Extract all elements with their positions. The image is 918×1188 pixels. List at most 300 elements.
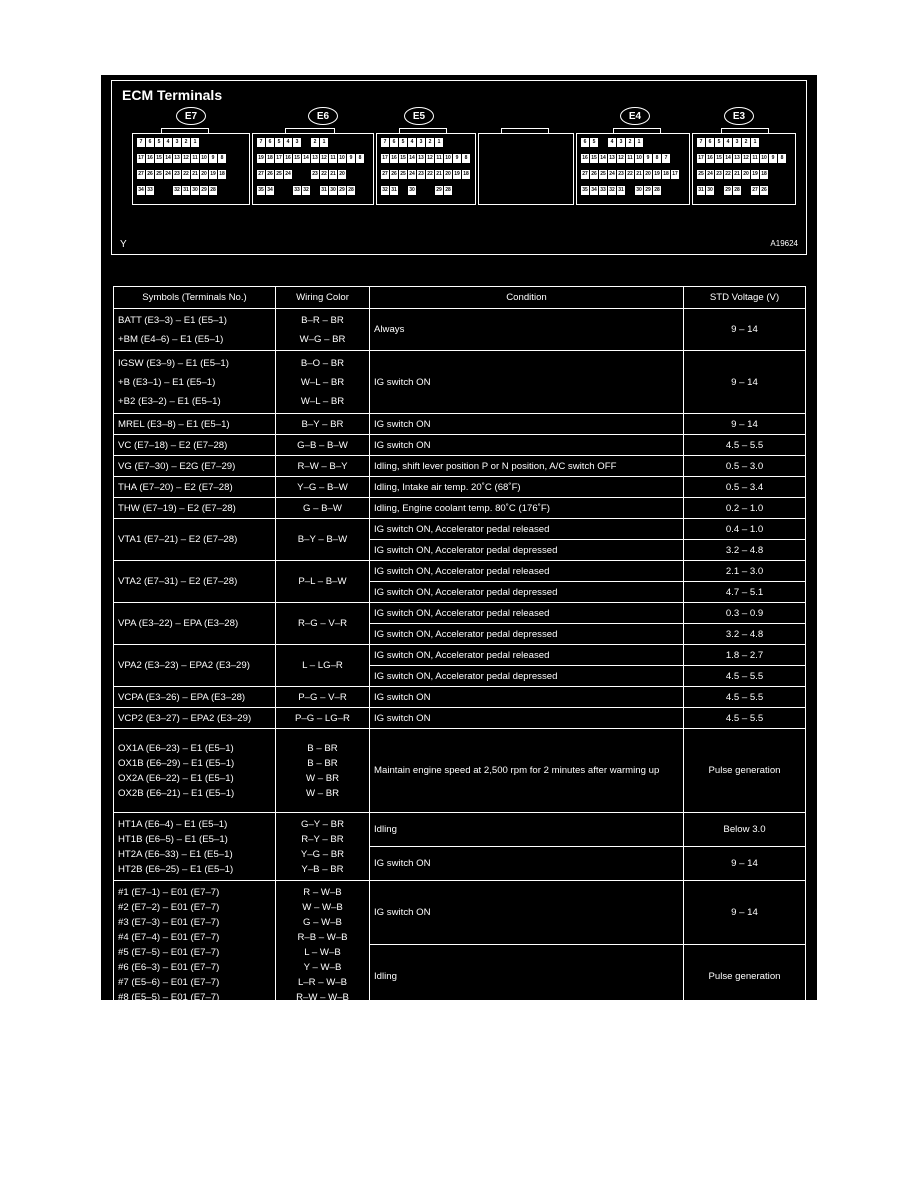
terminal-symbol: #8 (E5–5) – E01 (E7–7): [118, 991, 220, 1003]
terminal-pin: [302, 138, 310, 147]
condition-cell: IG switch ON: [370, 414, 684, 435]
std-voltage-cell: 4.5 – 5.5: [684, 435, 806, 456]
wiring-color: L – LG–R: [302, 660, 343, 671]
terminal-symbol: VCPA (E3–26) – EPA (E3–28): [118, 691, 246, 703]
connector-label-e6: E6: [308, 107, 338, 125]
wiring-color-cell: [276, 498, 370, 519]
terminal-pin: 1: [435, 138, 443, 147]
header-symbols: Symbols (Terminals No.): [114, 287, 276, 309]
wiring-color: W – W–B: [302, 901, 343, 913]
terminal-pin: 24: [409, 171, 415, 177]
connector-blank-block: [478, 133, 574, 205]
terminal-pin: 2: [182, 138, 190, 147]
wiring-color-cell: [276, 456, 370, 477]
std-voltage-cell: 1.8 – 2.7: [684, 645, 806, 666]
wiring-color: B–R – BR: [301, 314, 344, 326]
terminal-pin: 26: [761, 187, 767, 193]
terminal-pin: 18: [219, 171, 225, 177]
terminal-pin: 6: [390, 138, 398, 147]
terminal-pin: 14: [165, 155, 171, 161]
condition-cell: IG switch ON, Accelerator pedal released: [370, 561, 684, 582]
pin-row: [697, 154, 786, 163]
table-row: [114, 708, 806, 729]
terminal-pin: 15: [716, 155, 722, 161]
terminal-pin: 23: [418, 171, 424, 177]
wiring-color: R–W – B–Y: [297, 460, 348, 472]
terminal-pin: 30: [636, 187, 642, 193]
terminal-pin: 2: [426, 138, 434, 147]
connector-label-e3: E3: [724, 107, 754, 125]
wiring-color-cell: [276, 351, 370, 414]
terminal-pin: 11: [752, 155, 758, 161]
terminal-symbol: OX1A (E6–23) – E1 (E5–1): [118, 742, 234, 754]
terminal-pin: 28: [348, 187, 354, 193]
terminal-pin: 17: [698, 155, 704, 161]
condition-cell: IG switch ON, Accelerator pedal depressed: [370, 624, 684, 645]
terminal-pin: [275, 186, 283, 195]
terminal-pin: 14: [600, 155, 606, 161]
terminal-pin: 32: [609, 187, 615, 193]
terminal-pin: 32: [303, 187, 309, 193]
terminal-pin: 22: [427, 171, 433, 177]
std-voltage-cell: 9 – 14: [684, 309, 806, 351]
wiring-color: R – W–B: [303, 886, 342, 898]
terminal-symbol: OX1B (E6–29) – E1 (E5–1): [118, 757, 235, 769]
terminal-pin: 27: [138, 171, 144, 177]
terminal-symbol: OX2A (E6–22) – E1 (E5–1): [118, 772, 234, 784]
header-condition: Condition: [370, 287, 684, 309]
wiring-color: Y–G – B–W: [297, 481, 348, 493]
pin-row: [697, 138, 759, 147]
condition-cell: IG switch ON, Accelerator pedal released: [370, 645, 684, 666]
terminal-pin: 23: [716, 171, 722, 177]
terminal-pin: 21: [636, 171, 642, 177]
terminal-pin: 8: [653, 154, 661, 163]
terminal-pin: 8: [778, 154, 786, 163]
std-voltage-cell: 3.2 – 4.8: [684, 624, 806, 645]
symbol-cell: [114, 645, 276, 687]
terminal-pin: 22: [183, 171, 189, 177]
symbol-cell: [114, 477, 276, 498]
terminal-pin: 11: [627, 155, 633, 161]
terminal-pin: 2: [311, 138, 319, 147]
terminal-pin: 25: [276, 171, 282, 177]
condition-cell: IG switch ON: [370, 687, 684, 708]
terminal-symbol: +B (E3–1) – E1 (E5–1): [118, 376, 216, 388]
terminal-pin: 7: [697, 138, 705, 147]
symbol-cell: [114, 456, 276, 477]
symbol-cell: [114, 519, 276, 561]
pin-row: [381, 154, 470, 163]
terminal-pin: 5: [715, 138, 723, 147]
terminal-pin: 11: [436, 155, 442, 161]
terminal-pin: 28: [654, 187, 660, 193]
terminal-pin: 31: [321, 187, 327, 193]
symbol-cell: [114, 708, 276, 729]
pin-row: [381, 138, 443, 147]
terminal-pin: 16: [391, 155, 397, 161]
wiring-color: Y–B – BR: [301, 863, 344, 875]
terminal-pin: 1: [635, 138, 643, 147]
terminal-pin: 16: [147, 155, 153, 161]
table-row: [114, 477, 806, 498]
terminal-pin: 20: [743, 171, 749, 177]
terminal-pin: 23: [312, 171, 318, 177]
terminal-pin: 22: [725, 171, 731, 177]
terminal-pin: 20: [201, 171, 207, 177]
terminal-symbol: HT1B (E6–5) – E1 (E5–1): [118, 833, 228, 845]
condition-cell: IG switch ON: [370, 351, 684, 414]
terminal-symbol: MREL (E3–8) – E1 (E5–1): [118, 418, 230, 430]
terminal-pin: 30: [409, 187, 415, 193]
terminal-pin: 20: [445, 171, 451, 177]
pin-row: [697, 170, 768, 179]
connector-e7: [132, 133, 250, 205]
terminal-pin: 9: [769, 154, 777, 163]
std-voltage-cell: 9 – 14: [684, 351, 806, 414]
terminal-pin: 27: [382, 171, 388, 177]
table-row: [114, 813, 806, 847]
terminal-pin: 30: [192, 187, 198, 193]
symbol-cell: [114, 881, 276, 1009]
pin-row: [581, 186, 661, 195]
terminal-pin: 28: [734, 187, 740, 193]
terminal-pin: 34: [267, 187, 273, 193]
terminal-pin: 33: [147, 187, 153, 193]
terminal-pin: 5: [590, 138, 598, 147]
terminal-pin: 25: [600, 171, 606, 177]
table-header-row: [114, 287, 806, 309]
terminal-pin: [399, 186, 407, 195]
terminal-symbol: THW (E7–19) – E2 (E7–28): [118, 502, 236, 514]
terminal-symbol: VTA1 (E7–21) – E2 (E7–28): [118, 534, 238, 545]
terminal-pin: 19: [258, 155, 264, 161]
terminal-pin: 35: [582, 187, 588, 193]
wiring-color-cell: [276, 729, 370, 813]
terminal-pin: 3: [293, 138, 301, 147]
terminal-pin: [164, 186, 172, 195]
pin-row: [257, 154, 364, 163]
wiring-color-cell: [276, 813, 370, 881]
wiring-color: P–G – V–R: [298, 691, 347, 703]
terminal-symbol: BATT (E3–3) – E1 (E5–1): [118, 314, 227, 326]
diagram-corner-mark: Y: [120, 239, 127, 250]
wiring-color: R–W – W–B: [296, 991, 349, 1003]
condition-cell: Always: [370, 309, 684, 351]
condition-cell: IG switch ON, Accelerator pedal released: [370, 603, 684, 624]
wiring-color-cell: [276, 687, 370, 708]
terminal-pin: 18: [663, 171, 669, 177]
std-voltage-cell: 0.5 – 3.0: [684, 456, 806, 477]
terminal-symbol: #7 (E5–6) – E01 (E7–7): [118, 976, 220, 988]
terminal-pin: 14: [409, 155, 415, 161]
std-voltage-cell: 9 – 14: [684, 414, 806, 435]
condition-cell: IG switch ON: [370, 708, 684, 729]
std-voltage-cell: 0.2 – 1.0: [684, 498, 806, 519]
terminal-pin: 4: [408, 138, 416, 147]
terminal-pin: 22: [321, 171, 327, 177]
wiring-color: P–L – B–W: [298, 576, 347, 587]
terminal-symbol: VCP2 (E3–27) – EPA2 (E3–29): [118, 712, 252, 724]
wiring-color: W – BR: [305, 772, 340, 784]
terminal-pin: 33: [600, 187, 606, 193]
connector-label-e7: E7: [176, 107, 206, 125]
std-voltage-cell: Pulse generation: [684, 945, 806, 1009]
terminal-pin: [302, 170, 310, 179]
table-row: [114, 881, 806, 945]
terminal-pin: 23: [618, 171, 624, 177]
terminal-symbol: #5 (E7–5) – E01 (E7–7): [118, 946, 220, 958]
terminal-symbol: OX2B (E6–21) – E1 (E5–1): [118, 787, 235, 799]
std-voltage-cell: 4.5 – 5.5: [684, 687, 806, 708]
terminal-pin: 28: [210, 187, 216, 193]
std-voltage-cell: 4.7 – 5.1: [684, 582, 806, 603]
terminal-pin: 7: [381, 138, 389, 147]
table-row: [114, 351, 806, 414]
terminal-pin: 29: [201, 187, 207, 193]
terminal-symbol: #3 (E7–3) – E01 (E7–7): [118, 916, 220, 928]
std-voltage-cell: 9 – 14: [684, 847, 806, 881]
terminal-pin: 21: [192, 171, 198, 177]
terminal-pin: 5: [399, 138, 407, 147]
pin-row: [581, 154, 670, 163]
wiring-color-cell: [276, 309, 370, 351]
table-row: [114, 729, 806, 813]
terminal-pin: 10: [339, 155, 345, 161]
terminal-pin: [284, 186, 292, 195]
terminal-pin: 10: [761, 155, 767, 161]
wiring-color: B – BR: [307, 742, 338, 754]
terminal-pin: 8: [218, 154, 226, 163]
terminal-pin: 30: [707, 187, 713, 193]
terminal-pin: 7: [137, 138, 145, 147]
condition-cell: Maintain engine speed at 2,500 rpm for 2 minutes after warming up: [370, 729, 684, 813]
terminal-pin: 7: [662, 154, 670, 163]
table-row: [114, 645, 806, 666]
wiring-color: B–Y – BR: [301, 418, 344, 430]
terminal-symbol: #6 (E6–3) – E01 (E7–7): [118, 961, 220, 973]
terminal-pin: 26: [147, 171, 153, 177]
terminal-pin: 27: [752, 187, 758, 193]
terminal-pin: 9: [347, 154, 355, 163]
wiring-color: W–L – BR: [300, 395, 345, 407]
terminal-pin: 11: [330, 155, 336, 161]
terminal-pin: 10: [636, 155, 642, 161]
terminal-pin: 13: [734, 155, 740, 161]
wiring-color: W–L – BR: [300, 376, 345, 388]
condition-cell: IG switch ON, Accelerator pedal released: [370, 519, 684, 540]
wiring-color: L – W–B: [304, 946, 341, 958]
terminal-pin: [742, 186, 750, 195]
terminal-pin: 17: [276, 155, 282, 161]
terminal-pin: [626, 186, 634, 195]
symbol-cell: [114, 435, 276, 456]
terminal-pin: 12: [743, 155, 749, 161]
terminal-symbol: HT2A (E6–33) – E1 (E5–1): [118, 848, 233, 860]
wiring-color-cell: [276, 519, 370, 561]
table-row: [114, 687, 806, 708]
condition-cell: Idling: [370, 813, 684, 847]
wiring-color: G–Y – BR: [300, 818, 345, 830]
terminal-pin: 5: [155, 138, 163, 147]
connector-e4: [576, 133, 690, 205]
ecm-connector-diagram: [111, 80, 807, 255]
diagram-title: ECM Terminals: [122, 87, 223, 103]
terminal-pin: 3: [733, 138, 741, 147]
terminal-pin: 22: [627, 171, 633, 177]
symbol-cell: [114, 729, 276, 813]
pin-row: [581, 138, 643, 147]
terminal-pin: 8: [462, 154, 470, 163]
terminal-symbol: HT1A (E6–4) – E1 (E5–1): [118, 818, 228, 830]
wiring-color: B – BR: [307, 757, 338, 769]
terminal-symbol: +B2 (E3–2) – E1 (E5–1): [118, 395, 221, 407]
pin-row: [257, 186, 355, 195]
condition-cell: IG switch ON: [370, 881, 684, 945]
terminal-pin: 28: [445, 187, 451, 193]
pin-row: [137, 170, 226, 179]
terminal-symbol: +BM (E4–6) – E1 (E5–1): [118, 333, 224, 345]
terminal-pin: 27: [258, 171, 264, 177]
terminal-pin: 24: [707, 171, 713, 177]
terminal-pin: [293, 170, 301, 179]
terminal-symbol: HT2B (E6–25) – E1 (E5–1): [118, 863, 234, 875]
wiring-color-cell: [276, 414, 370, 435]
terminal-pin: [417, 186, 425, 195]
pin-row: [137, 154, 226, 163]
connector-label-e5: E5: [404, 107, 434, 125]
terminal-pin: 10: [445, 155, 451, 161]
terminal-pin: 1: [320, 138, 328, 147]
std-voltage-cell: 9 – 14: [684, 881, 806, 945]
terminal-pin: 26: [591, 171, 597, 177]
terminal-pin: 18: [267, 155, 273, 161]
terminal-pin: 14: [303, 155, 309, 161]
condition-cell: IG switch ON: [370, 435, 684, 456]
terminal-symbol: VC (E7–18) – E2 (E7–28): [118, 439, 228, 451]
std-voltage-cell: 0.4 – 1.0: [684, 519, 806, 540]
terminal-pin: 12: [183, 155, 189, 161]
table-row: [114, 519, 806, 540]
symbol-cell: [114, 561, 276, 603]
wiring-color: B–O – BR: [300, 357, 345, 369]
header-wiring-color: Wiring Color: [276, 287, 370, 309]
wiring-color-cell: [276, 708, 370, 729]
terminal-pin: 2: [742, 138, 750, 147]
terminal-pin: 2: [626, 138, 634, 147]
ecm-terminal-panel: [101, 75, 817, 1003]
symbol-cell: [114, 687, 276, 708]
terminal-pin: 10: [201, 155, 207, 161]
wiring-color: Y – W–B: [303, 961, 342, 973]
terminal-pin: 13: [312, 155, 318, 161]
terminal-pin: 19: [654, 171, 660, 177]
std-voltage-cell: 0.5 – 3.4: [684, 477, 806, 498]
terminal-symbol: #4 (E7–4) – E01 (E7–7): [118, 931, 220, 943]
terminal-pin: 19: [454, 171, 460, 177]
terminal-pin: [715, 186, 723, 195]
terminal-symbol: #1 (E7–1) – E01 (E7–7): [118, 886, 220, 898]
terminal-pin: 13: [174, 155, 180, 161]
terminal-pin: 25: [400, 171, 406, 177]
terminal-pin: 26: [391, 171, 397, 177]
terminal-symbol: IGSW (E3–9) – E1 (E5–1): [118, 357, 229, 369]
terminal-pin: 26: [267, 171, 273, 177]
pin-row: [697, 186, 768, 195]
terminal-pin: 27: [582, 171, 588, 177]
condition-cell: Idling, Intake air temp. 20˚C (68˚F): [370, 477, 684, 498]
terminal-pin: 31: [391, 187, 397, 193]
symbol-cell: [114, 603, 276, 645]
table-row: [114, 561, 806, 582]
wiring-color: W – BR: [305, 787, 340, 799]
wiring-color-cell: [276, 477, 370, 498]
wiring-color: G–B – B–W: [297, 439, 348, 451]
terminal-symbol: VG (E7–30) – E2G (E7–29): [118, 460, 236, 472]
terminal-pin: 16: [582, 155, 588, 161]
pin-row: [137, 138, 199, 147]
terminal-pin: 29: [339, 187, 345, 193]
terminal-pin: 34: [138, 187, 144, 193]
terminal-pin: 15: [400, 155, 406, 161]
wiring-color-cell: [276, 881, 370, 1009]
terminal-pin: 30: [330, 187, 336, 193]
terminal-pin: 15: [591, 155, 597, 161]
diagram-code: A19624: [770, 239, 798, 248]
wiring-color-cell: [276, 435, 370, 456]
table-row: [114, 603, 806, 624]
condition-cell: IG switch ON, Accelerator pedal depressed: [370, 666, 684, 687]
condition-cell: IG switch ON: [370, 847, 684, 881]
wiring-color: G – W–B: [303, 916, 342, 928]
terminal-pin: 6: [581, 138, 589, 147]
wiring-color: G – B–W: [303, 502, 342, 514]
terminal-pin: 20: [645, 171, 651, 177]
pin-row: [381, 186, 452, 195]
table-row: [114, 498, 806, 519]
terminal-pin: 16: [707, 155, 713, 161]
terminal-pin: 34: [591, 187, 597, 193]
terminal-pin: 24: [285, 171, 291, 177]
terminal-pin: 16: [285, 155, 291, 161]
terminal-pin: 31: [618, 187, 624, 193]
std-voltage-cell: 0.3 – 0.9: [684, 603, 806, 624]
connector-e3: [692, 133, 796, 205]
table-row: [114, 456, 806, 477]
terminal-pin: 32: [382, 187, 388, 193]
terminal-symbol: THA (E7–20) – E2 (E7–28): [118, 481, 233, 493]
terminal-pin: 13: [609, 155, 615, 161]
terminal-pin: [155, 186, 163, 195]
terminal-pin: 4: [284, 138, 292, 147]
wiring-color: R–B – W–B: [297, 931, 348, 943]
terminal-pin: 25: [698, 171, 704, 177]
terminal-pin: 4: [164, 138, 172, 147]
symbol-cell: [114, 309, 276, 351]
table-row: [114, 309, 806, 351]
terminal-pin: 29: [645, 187, 651, 193]
terminal-pin: 3: [173, 138, 181, 147]
terminal-pin: 12: [321, 155, 327, 161]
wiring-color: B–Y – B–W: [297, 534, 348, 545]
terminal-pin: 14: [725, 155, 731, 161]
terminal-pin: 6: [266, 138, 274, 147]
terminal-pin: 21: [436, 171, 442, 177]
condition-cell: Idling, shift lever position P or N position, A/C switch OFF: [370, 456, 684, 477]
pin-row: [257, 138, 328, 147]
terminal-pin: 19: [752, 171, 758, 177]
std-voltage-cell: Pulse generation: [684, 729, 806, 813]
